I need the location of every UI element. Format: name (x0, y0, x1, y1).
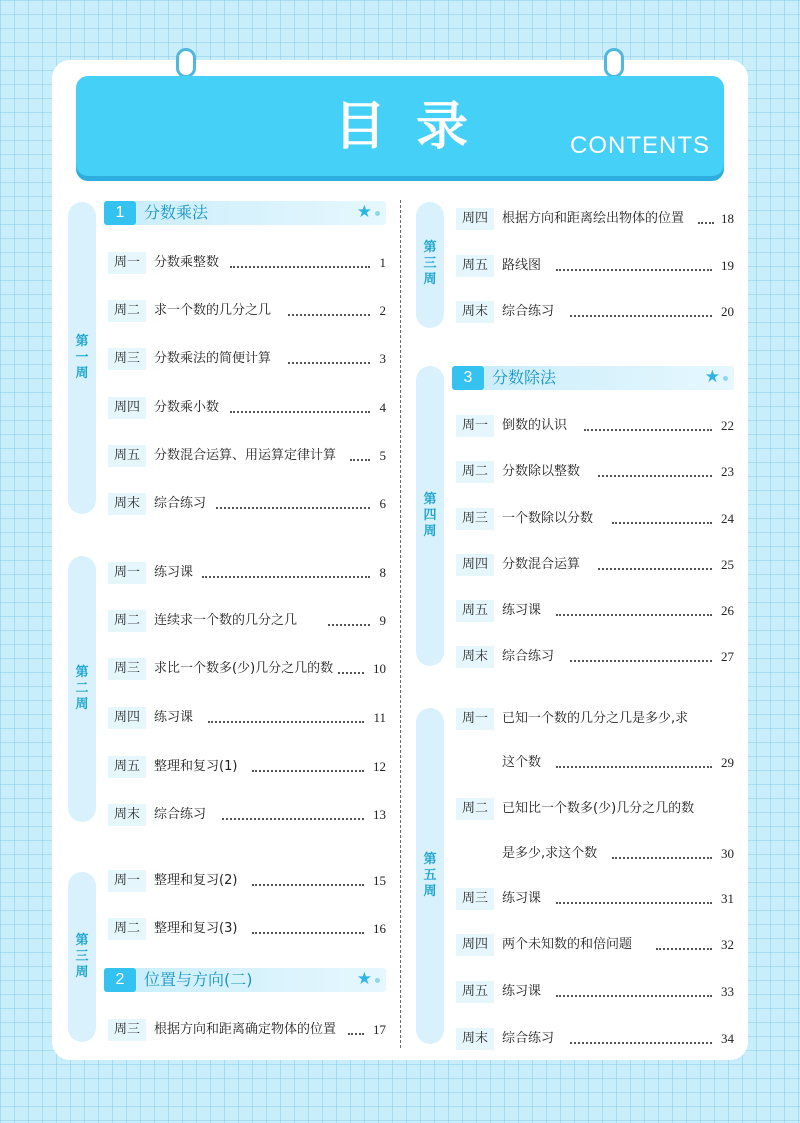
unit-header (104, 201, 386, 225)
leader-dots (612, 857, 712, 859)
day-label: 周五 (108, 445, 146, 467)
lesson-title: 根据方向和距离绘出物体的位置 (502, 211, 685, 226)
lesson-title: 练习课 (154, 565, 194, 580)
toc-row[interactable] (456, 1028, 734, 1052)
toc-row[interactable] (456, 888, 734, 912)
leader-dots (348, 1033, 364, 1035)
leader-dots (252, 884, 364, 886)
leader-dots (216, 507, 370, 509)
lesson-title: 综合练习 (154, 807, 207, 822)
unit-number: 1 (104, 201, 136, 225)
page-number: 11 (373, 710, 386, 725)
leader-dots (338, 672, 364, 674)
page-number: 17 (373, 1022, 386, 1037)
page-number: 4 (379, 400, 386, 415)
day-label: 周五 (456, 981, 494, 1003)
leader-dots (208, 721, 364, 723)
lesson-title: 整理和复习(3) (154, 921, 238, 936)
title-banner (76, 76, 724, 176)
page-number: 6 (379, 496, 386, 511)
lesson-title: 练习课 (154, 710, 194, 725)
page-number: 8 (379, 565, 386, 580)
lesson-title: 整理和复习(1) (154, 759, 238, 774)
page-number: 33 (721, 984, 734, 999)
lesson-title: 分数混合运算、用运算定律计算 (154, 448, 337, 463)
toc-row[interactable] (456, 646, 734, 670)
toc-row[interactable] (456, 708, 734, 778)
toc-row[interactable] (456, 981, 734, 1005)
lesson-title: 连续求一个数的几分之几 (154, 613, 298, 628)
page-number: 1 (379, 255, 386, 270)
day-label: 周三 (108, 658, 146, 680)
binder-ring (176, 48, 196, 78)
lesson-title: 综合练习 (502, 1031, 555, 1046)
day-label: 周二 (108, 610, 146, 632)
page-number: 15 (373, 873, 386, 888)
day-label: 周四 (108, 707, 146, 729)
leader-dots (556, 995, 712, 997)
star-icon: ★ (704, 367, 720, 387)
day-label: 周四 (456, 208, 494, 230)
day-label: 周末 (456, 646, 494, 668)
day-label: 周五 (456, 600, 494, 622)
leader-dots (598, 568, 712, 570)
lesson-title: 练习课 (502, 984, 542, 999)
page-number: 20 (721, 304, 734, 319)
toc-row[interactable] (456, 208, 734, 232)
lesson-title: 整理和复习(2) (154, 873, 238, 888)
lesson-title: 已知一个数的几分之几是多少,求 (502, 711, 689, 726)
lesson-title: 求比一个数多(少)几分之几的数 (154, 661, 334, 676)
day-label: 周二 (108, 300, 146, 322)
leader-dots (698, 222, 714, 224)
lesson-title: 路线图 (502, 258, 542, 273)
leader-dots (598, 475, 712, 477)
lesson-title: 一个数除以分数 (502, 511, 594, 526)
week-label: 第 四 周 (423, 492, 437, 539)
lesson-title: 练习课 (502, 891, 542, 906)
toc-row[interactable] (108, 707, 386, 731)
page-number: 9 (379, 613, 386, 628)
leader-dots (570, 660, 712, 662)
leader-dots (556, 269, 712, 271)
leader-dots (570, 1042, 712, 1044)
page-number: 18 (721, 211, 734, 226)
week-label: 第 五 周 (423, 852, 437, 899)
day-label: 周末 (456, 301, 494, 323)
page-number: 32 (721, 937, 734, 952)
day-label: 周三 (456, 508, 494, 530)
page-number: 10 (373, 661, 386, 676)
toc-row[interactable] (456, 301, 734, 325)
week-label: 第 二 周 (75, 665, 89, 712)
unit-header (452, 366, 734, 390)
lesson-title: 分数乘法的简便计算 (154, 351, 272, 366)
week-label: 第 三 周 (423, 240, 437, 287)
day-label: 周三 (108, 348, 146, 370)
binder-ring (604, 48, 624, 78)
page-number: 23 (721, 464, 734, 479)
toc-row[interactable] (108, 870, 386, 894)
lesson-title: 分数除以整数 (502, 464, 581, 479)
leader-dots (656, 948, 712, 950)
unit-header (104, 968, 386, 992)
page-number: 24 (721, 511, 734, 526)
toc-row[interactable] (108, 493, 386, 517)
dot-icon (375, 211, 380, 216)
page-number: 34 (721, 1031, 734, 1046)
star-icon: ★ (356, 202, 372, 222)
week-label: 第 一 周 (75, 334, 89, 381)
lesson-title-continued: 这个数 (502, 755, 542, 770)
lesson-title: 求一个数的几分之几 (154, 303, 272, 318)
toc-row[interactable] (108, 1019, 386, 1043)
day-label: 周二 (456, 461, 494, 483)
unit-number: 2 (104, 968, 136, 992)
toc-row[interactable] (108, 445, 386, 469)
leader-dots (252, 932, 364, 934)
toc-row[interactable] (108, 300, 386, 324)
leader-dots (556, 902, 712, 904)
lesson-title: 练习课 (502, 603, 542, 618)
toc-row[interactable] (108, 252, 386, 276)
page-number: 30 (721, 846, 734, 861)
page-number: 2 (379, 303, 386, 318)
leader-dots (556, 766, 712, 768)
leader-dots (584, 429, 712, 431)
toc-row[interactable] (456, 508, 734, 532)
leader-dots (556, 614, 712, 616)
leader-dots (570, 315, 712, 317)
column-divider (400, 200, 401, 1048)
day-label: 周五 (108, 756, 146, 778)
page-subtitle: CONTENTS (570, 132, 710, 159)
toc-row[interactable] (108, 804, 386, 828)
page-number: 13 (373, 807, 386, 822)
day-label: 周四 (456, 554, 494, 576)
unit-title: 分数除法 (492, 368, 557, 387)
day-label: 周四 (108, 397, 146, 419)
toc-row[interactable] (456, 255, 734, 279)
lesson-title: 已知比一个数多(少)几分之几的数 (502, 801, 695, 816)
dot-icon (723, 376, 728, 381)
leader-dots (328, 624, 370, 626)
lesson-title: 分数乘小数 (154, 400, 220, 415)
day-label: 周一 (456, 415, 494, 437)
day-label: 周一 (108, 562, 146, 584)
day-label: 周四 (456, 934, 494, 956)
page-number: 16 (373, 921, 386, 936)
day-label: 周末 (108, 804, 146, 826)
toc-row[interactable] (456, 461, 734, 485)
toc-row[interactable] (108, 658, 386, 682)
toc-row[interactable] (456, 415, 734, 439)
leader-dots (202, 576, 370, 578)
day-label: 周一 (456, 708, 494, 730)
lesson-title: 倒数的认识 (502, 418, 568, 433)
toc-row[interactable] (108, 610, 386, 634)
day-label: 周三 (456, 888, 494, 910)
week-label: 第 三 周 (75, 933, 89, 980)
toc-row[interactable] (108, 918, 386, 942)
day-label: 周末 (108, 493, 146, 515)
day-label: 周二 (456, 798, 494, 820)
leader-dots (222, 818, 364, 820)
star-icon: ★ (356, 969, 372, 989)
page-number: 12 (373, 759, 386, 774)
toc-row[interactable] (108, 348, 386, 372)
page-number: 3 (379, 351, 386, 366)
page-number: 29 (721, 755, 734, 770)
day-label: 周五 (456, 255, 494, 277)
lesson-title: 综合练习 (502, 304, 555, 319)
unit-title: 分数乘法 (144, 203, 209, 222)
unit-title: 位置与方向(二) (144, 970, 253, 989)
day-label: 周三 (108, 1019, 146, 1041)
lesson-title: 分数混合运算 (502, 557, 581, 572)
lesson-title: 综合练习 (502, 649, 555, 664)
lesson-title: 两个未知数的和倍问题 (502, 937, 633, 952)
leader-dots (230, 411, 370, 413)
leader-dots (288, 362, 370, 364)
page-number: 26 (721, 603, 734, 618)
page-number: 5 (379, 448, 386, 463)
day-label: 周一 (108, 870, 146, 892)
leader-dots (350, 459, 370, 461)
day-label: 周末 (456, 1028, 494, 1050)
lesson-title: 分数乘整数 (154, 255, 220, 270)
toc-row[interactable] (108, 397, 386, 421)
toc-row[interactable] (108, 756, 386, 780)
dot-icon (375, 978, 380, 983)
leader-dots (288, 314, 370, 316)
unit-number: 3 (452, 366, 484, 390)
toc-row[interactable] (108, 562, 386, 586)
page-number: 31 (721, 891, 734, 906)
leader-dots (252, 770, 364, 772)
lesson-title: 综合练习 (154, 496, 207, 511)
page-number: 22 (721, 418, 734, 433)
day-label: 周一 (108, 252, 146, 274)
lesson-title: 根据方向和距离确定物体的位置 (154, 1022, 337, 1037)
leader-dots (612, 522, 712, 524)
page-number: 27 (721, 649, 734, 664)
page-title: 目录 (334, 97, 499, 157)
page-number: 25 (721, 557, 734, 572)
toc-row[interactable] (456, 600, 734, 624)
toc-row[interactable] (456, 798, 734, 868)
toc-row[interactable] (456, 554, 734, 578)
leader-dots (230, 266, 370, 268)
day-label: 周二 (108, 918, 146, 940)
lesson-title-continued: 是多少,求这个数 (502, 846, 598, 861)
page-number: 19 (721, 258, 734, 273)
toc-row[interactable] (456, 934, 734, 958)
